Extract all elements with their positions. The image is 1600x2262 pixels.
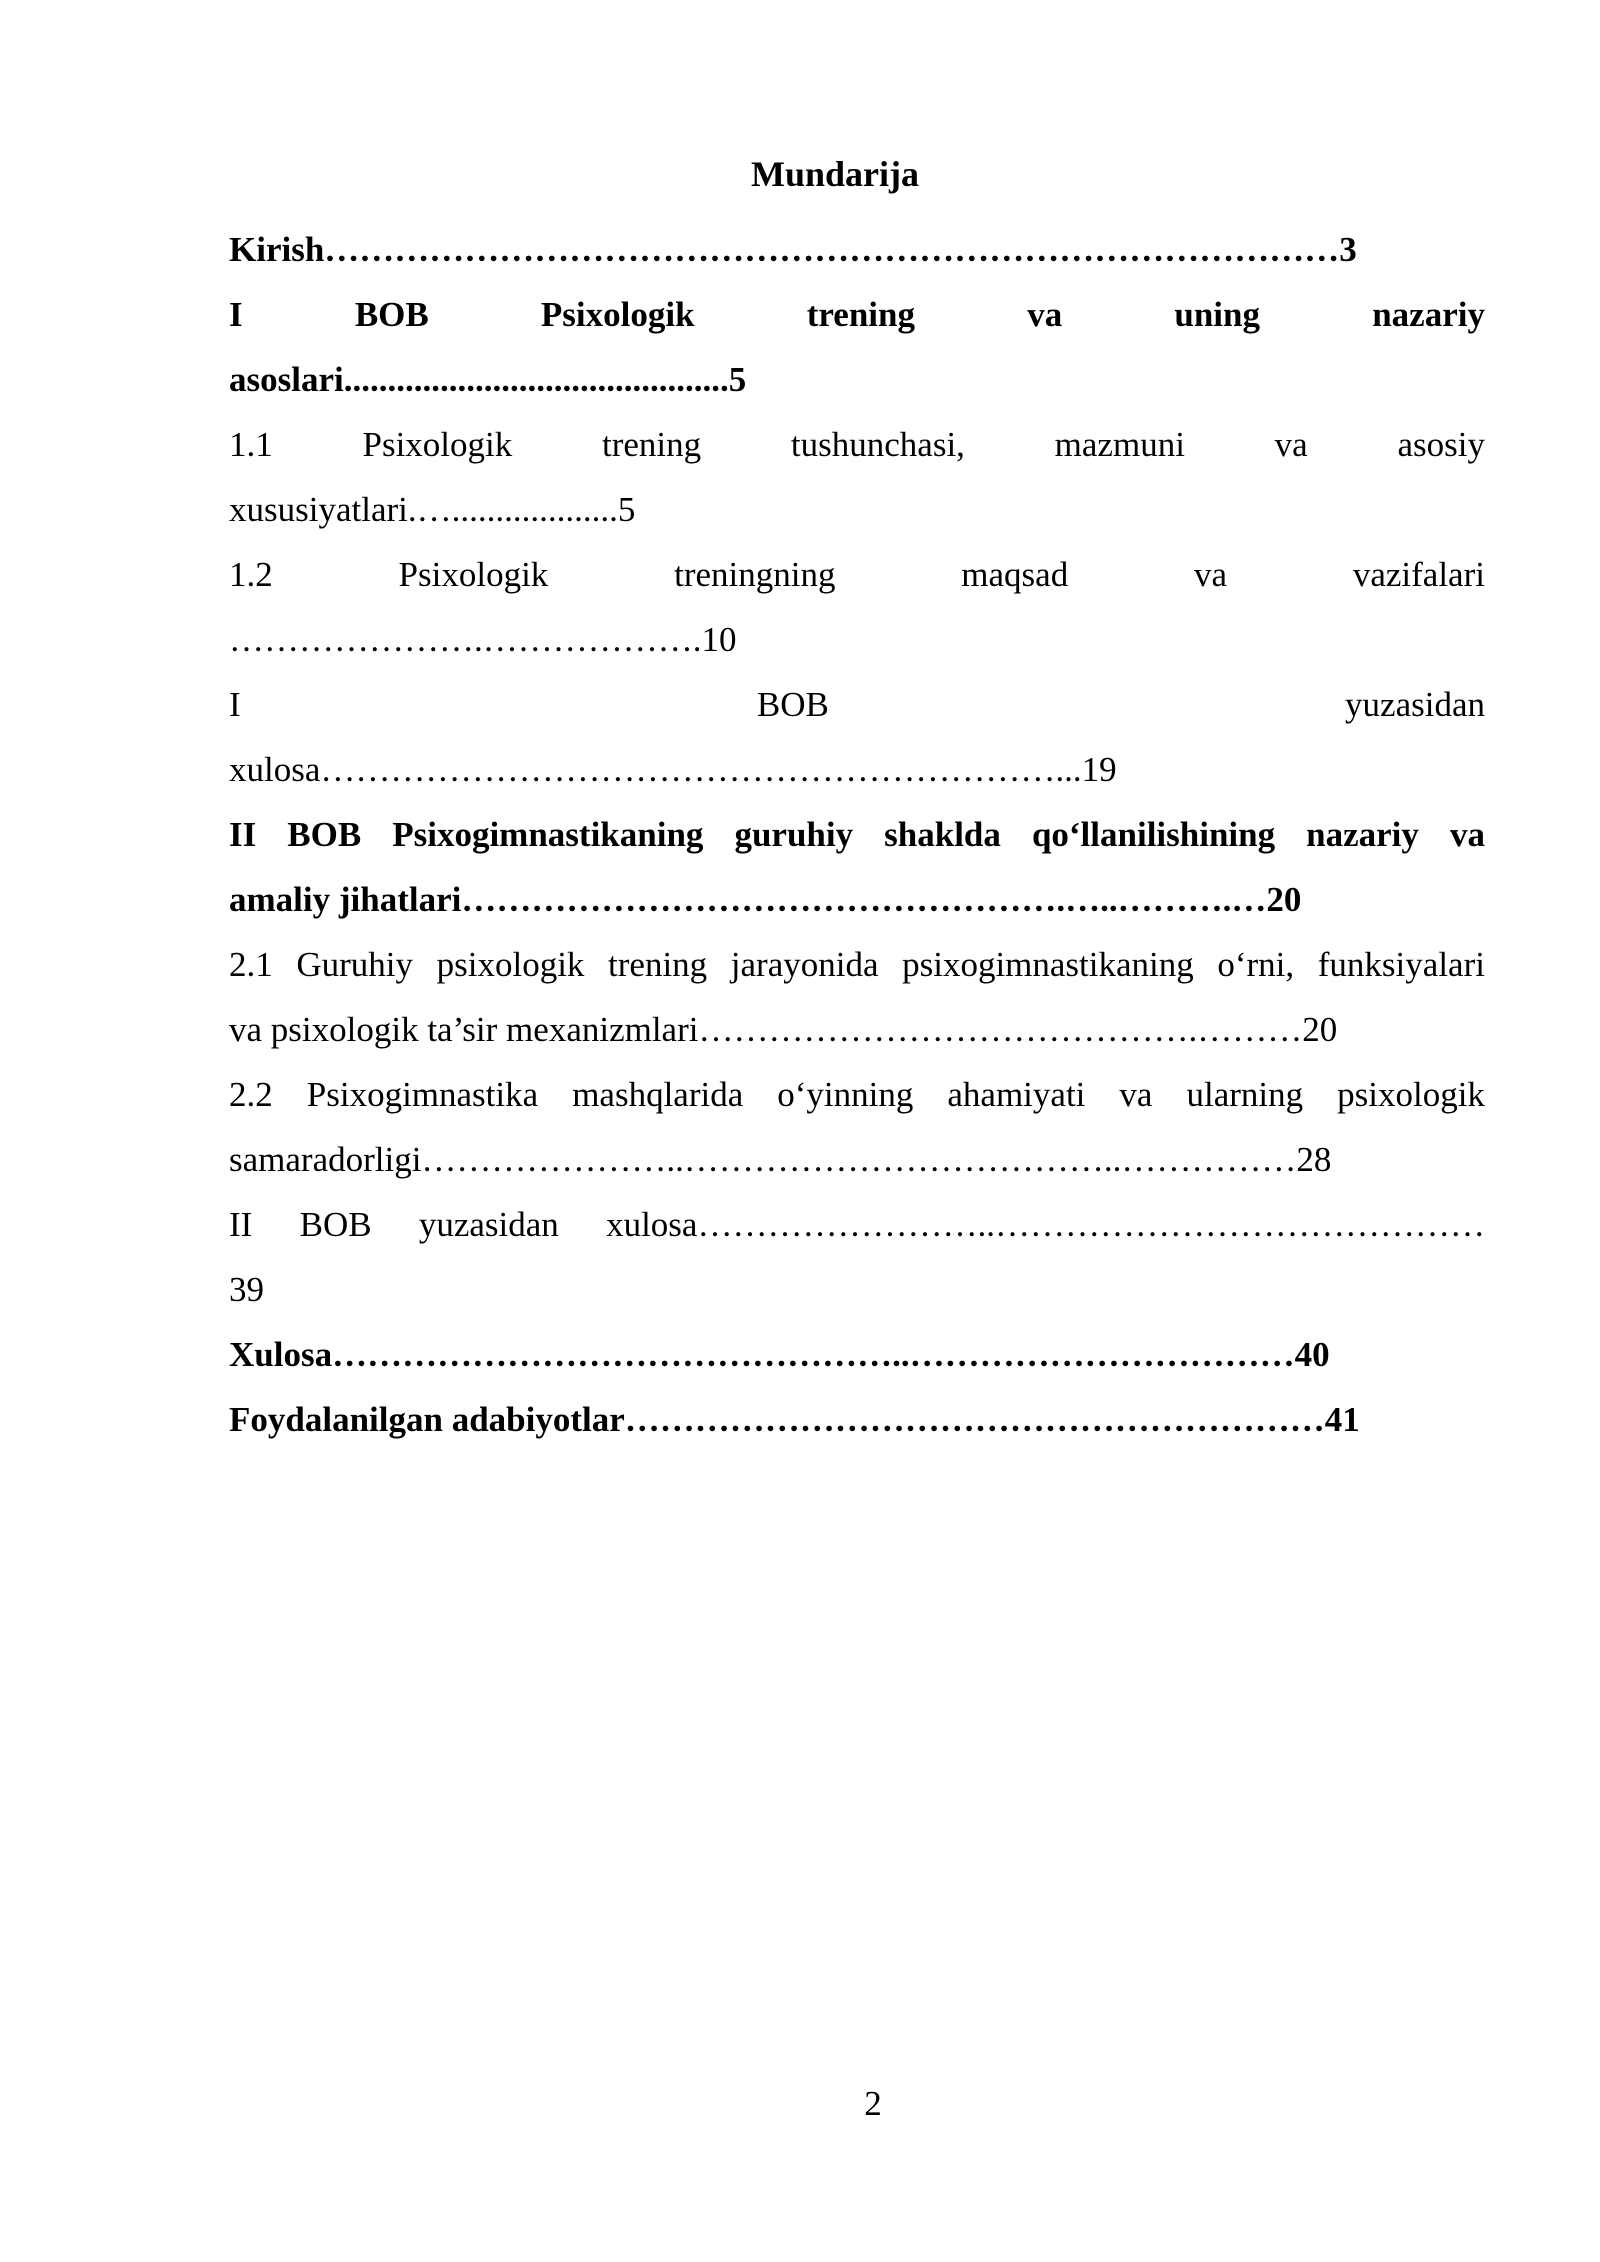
toc-entry-kirish: Kirish……………………………………………………………………………3 bbox=[229, 230, 1357, 269]
toc-entry-2-2-cont: samaradorligi…………………..………………………………..……………28 bbox=[229, 1140, 1332, 1179]
toc-entry-bob1-xulosa-title bbox=[229, 672, 1485, 737]
toc-word: trening bbox=[806, 295, 915, 334]
toc-word: va bbox=[1027, 295, 1063, 334]
toc-word: II bbox=[229, 1205, 253, 1244]
toc-word: trening bbox=[608, 945, 708, 984]
toc-word: ahamiyati bbox=[947, 1075, 1086, 1114]
toc-word: mazmuni bbox=[1054, 425, 1185, 464]
toc-word: o‘yinning bbox=[777, 1075, 914, 1114]
toc-word: BOB bbox=[756, 685, 829, 724]
toc-word: tushunchasi, bbox=[790, 425, 965, 464]
toc-word: BOB bbox=[354, 295, 429, 334]
toc-entry-adabiyotlar: Foydalanilgan adabiyotlar……………………………………………………41 bbox=[229, 1400, 1360, 1439]
toc-entry-bob1-xulosa-cont: xulosa………………………………………………………...19 bbox=[229, 750, 1117, 789]
toc-word: mashqlarida bbox=[572, 1075, 744, 1114]
toc-entry-bob2-title bbox=[229, 802, 1485, 867]
toc-word: Psixologik bbox=[362, 425, 513, 464]
toc-word: yuzasidan bbox=[418, 1205, 559, 1244]
page-title: Mundarija bbox=[750, 154, 919, 194]
toc-word: o‘rni, bbox=[1217, 945, 1295, 984]
toc-word: BOB bbox=[287, 815, 362, 854]
toc-word: II bbox=[229, 815, 257, 854]
page-number: 2 bbox=[864, 2084, 882, 2123]
toc-word: funksiyalari bbox=[1317, 945, 1485, 984]
toc-word: ularning bbox=[1186, 1075, 1304, 1114]
toc-entry-bob2-cont: amaliy jihatlari…………………………………………….…..……….…20 bbox=[229, 880, 1302, 919]
toc-word: Guruhiy bbox=[296, 945, 414, 984]
toc-word: I bbox=[229, 685, 241, 724]
toc-entry-bob1-cont: asoslari............................................5 bbox=[229, 360, 747, 399]
toc-entry-1-2-title bbox=[229, 542, 1485, 607]
toc-word: uning bbox=[1174, 295, 1260, 334]
toc-word: va bbox=[1274, 425, 1308, 464]
toc-word: nazariy bbox=[1372, 295, 1485, 334]
toc-word: I bbox=[229, 295, 243, 334]
toc-word: 2.2 bbox=[229, 1075, 273, 1114]
toc-word: Psixogimnastikaning bbox=[392, 815, 704, 854]
toc-word: nazariy bbox=[1306, 815, 1419, 854]
toc-word: asosiy bbox=[1397, 425, 1485, 464]
toc-word: guruhiy bbox=[734, 815, 854, 854]
table-of-contents bbox=[229, 217, 1485, 1452]
toc-word: BOB bbox=[299, 1205, 372, 1244]
toc-word: maqsad bbox=[961, 555, 1069, 594]
toc-word: trening bbox=[602, 425, 702, 464]
toc-entry-bob1-title bbox=[229, 282, 1485, 347]
toc-entry-2-2-title bbox=[229, 1062, 1485, 1127]
toc-word: va bbox=[1449, 815, 1485, 854]
toc-entry-2-1-title bbox=[229, 932, 1485, 997]
toc-word: xulosa……………………..…………………………………… bbox=[606, 1205, 1485, 1244]
toc-word: Psixogimnastika bbox=[306, 1075, 539, 1114]
toc-word: 2.1 bbox=[229, 945, 273, 984]
toc-word: psixologik bbox=[1337, 1075, 1485, 1114]
toc-word: qo‘llanilishining bbox=[1031, 815, 1276, 854]
toc-word: Psixologik bbox=[398, 555, 549, 594]
toc-word: 1.1 bbox=[229, 425, 273, 464]
toc-word: treningning bbox=[674, 555, 836, 594]
toc-word: psixologik bbox=[436, 945, 585, 984]
toc-word: 1.2 bbox=[229, 555, 273, 594]
toc-word: yuzasidan bbox=[1345, 685, 1485, 724]
toc-word: psixogimnastikaning bbox=[902, 945, 1194, 984]
toc-entry-1-2-cont: ………………….……………….10 bbox=[229, 620, 737, 659]
toc-word: shaklda bbox=[884, 815, 1001, 854]
toc-entry-1-1-title bbox=[229, 412, 1485, 477]
toc-entry-2-1-cont: va psixologik ta’sir mexanizmlari…………………………………….………20 bbox=[229, 1010, 1338, 1049]
toc-entry-1-1-cont: xususiyatlari.…...................5 bbox=[229, 490, 636, 529]
toc-entry-bob2-xulosa-cont: 39 bbox=[229, 1270, 264, 1309]
toc-word: va bbox=[1194, 555, 1228, 594]
toc-word: vazifalari bbox=[1352, 555, 1485, 594]
toc-word: va bbox=[1119, 1075, 1153, 1114]
toc-word: Psixologik bbox=[540, 295, 695, 334]
toc-entry-bob2-xulosa-title bbox=[229, 1192, 1485, 1257]
toc-entry-xulosa: Xulosa…………………………………………..……………………………40 bbox=[229, 1335, 1330, 1374]
toc-word: jarayonida bbox=[730, 945, 879, 984]
